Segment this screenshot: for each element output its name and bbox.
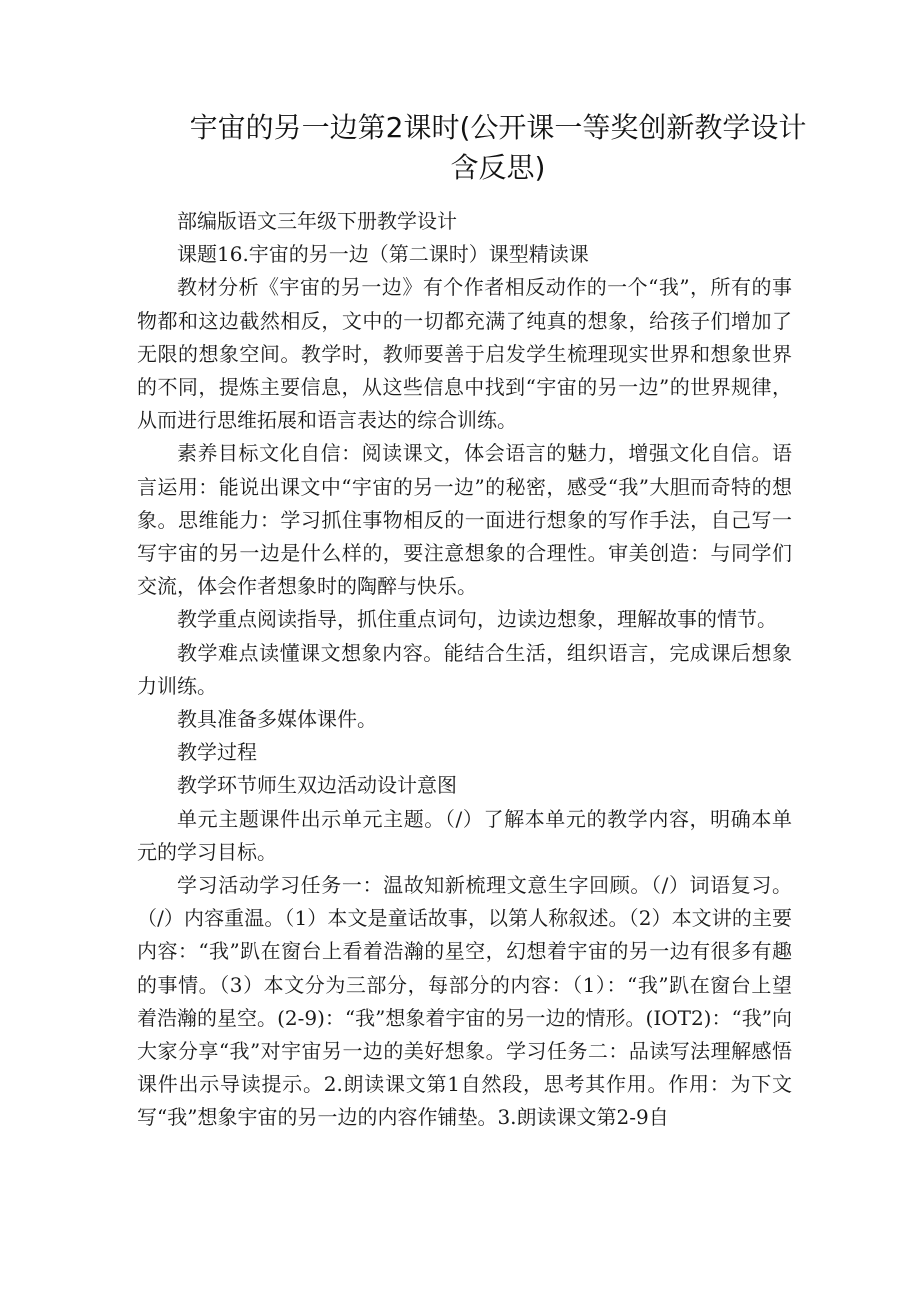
paragraph-table-header: 教学环节师生双边活动设计意图 — [177, 773, 457, 798]
paragraph-material-analysis: 教材分析《宇宙的另一边》有个作者相反动作的一个“我”，所有的事物都和这边截然相反，文中的一切都充满了纯真的想象，给孩子们增加了无限的想象空间。教学时，教师要善于启发学生梳理现实世界和想象世界的不同，提炼主要信息，从这些信息中找到“宇宙的另一边”的世界规律，从而进行思维拓展和语言表达的综合训练。 — [137, 275, 792, 433]
paragraph-teaching-process: 教学过程 — [177, 740, 257, 765]
document-body — [137, 205, 792, 1135]
paragraph-learning-activities: 学习活动学习任务一：温故知新梳理文意生字回顾。（/）词语复习。（/）内容重温。（1）本文是童话故事，以第人称叙述。（2）本文讲的主要内容：“我”趴在窗台上看着浩瀚的星空，幻想着宇宙的另一边有很多有趣的事情。（3）本文分为三部分，每部分的内容：（1）：“我”趴在窗台上望着浩瀚的星空。(2-9)：“我”想象着宇宙的另一边的情形。(IOT2)：“我”向大家分享“我”对宇宙另一边的美好想象。学习任务二：品读写法理解感悟课件出示导读提示。2.朗读课文第1自然段，思考其作用。作用：为下文写“我”想象宇宙的另一边的内容作铺垫。3.朗读课文第2-9自 — [137, 873, 792, 1130]
paragraph-difficulties: 教学难点读懂课文想象内容。能结合生活，组织语言，完成课后想象力训练。 — [137, 640, 792, 698]
paragraph-grade: 部编版语文三年级下册教学设计 — [177, 209, 457, 233]
paragraph-key-points: 教学重点阅读指导，抓住重点词句，边读边想象，理解故事的情节。 — [177, 607, 777, 632]
paragraph-literacy-goals: 素养目标文化自信：阅读课文，体会语言的魅力，增强文化自信。语言运用：能说出课文中“宇宙的另一边”的秘密，感受“我”大胆而奇特的想象。思维能力：学习抓住事物相反的一面进行想象的写作手法，自己写一写宇宙的另一边是什么样的，要注意想象的合理性。审美创造：与同学们交流，体会作者想象时的陶醉与快乐。 — [137, 441, 792, 599]
document-title: 宇宙的另一边第2课时(公开课一等奖创新教学设计含反思) — [189, 111, 807, 184]
paragraph-teaching-aids: 教具准备多媒体课件。 — [177, 707, 377, 732]
paragraph-lesson-topic: 课题16.宇宙的另一边（第二课时）课型精读课 — [177, 242, 589, 267]
paragraph-unit-theme: 单元主题课件出示单元主题。（/）了解本单元的教学内容，明确本单元的学习目标。 — [137, 806, 792, 864]
